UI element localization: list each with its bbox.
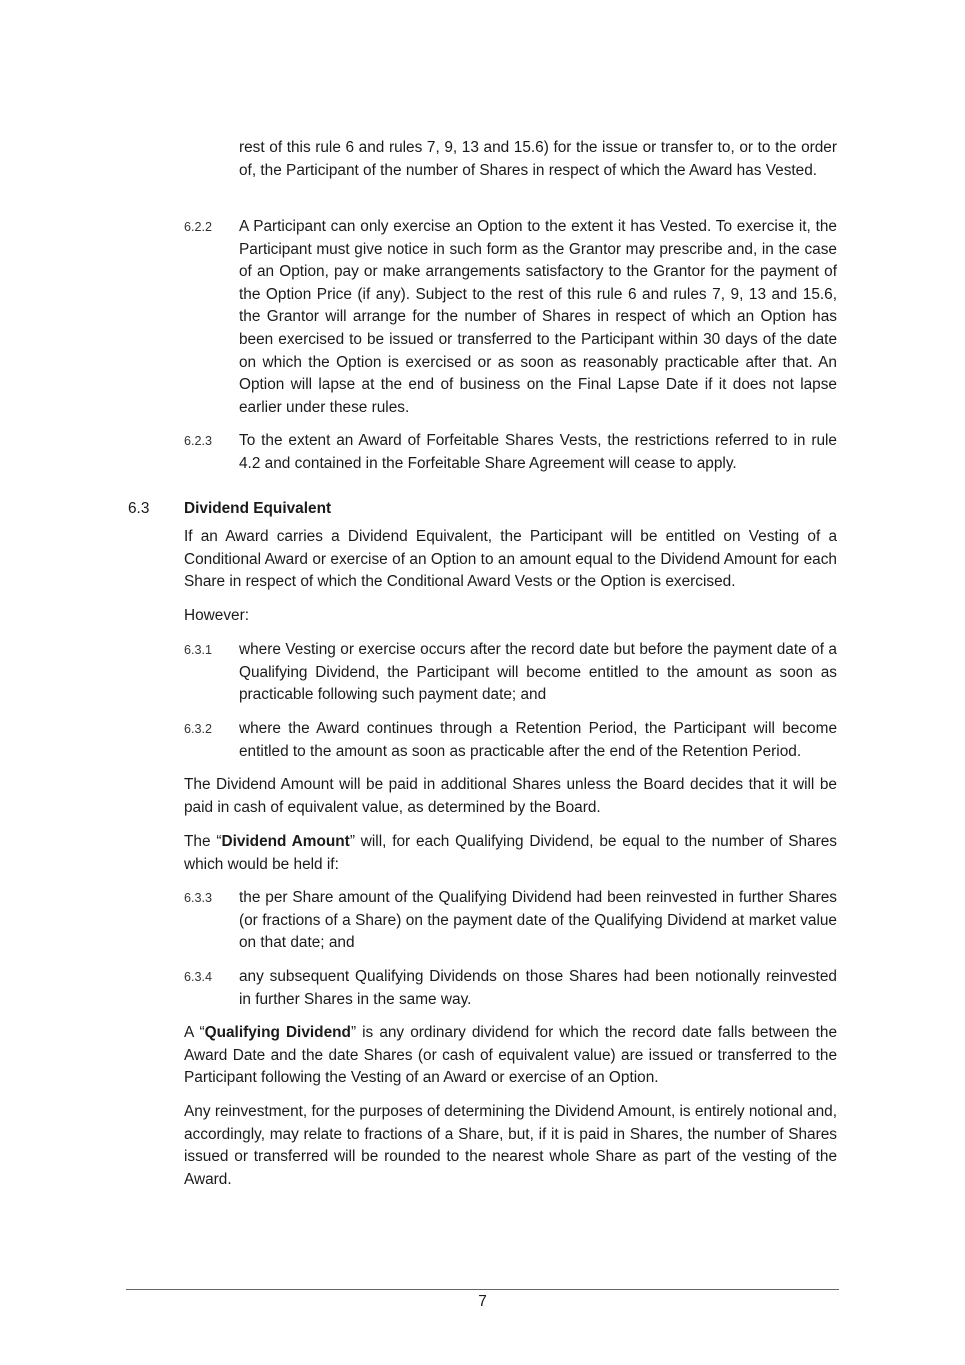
dividend-amount-term: Dividend Amount <box>221 833 350 850</box>
dividend-amount-prefix: The “ <box>184 833 222 850</box>
however-paragraph: However: <box>184 607 250 624</box>
continuation-paragraph: rest of this rule 6 and rules 7, 9, 13 and 15.6) for the issue or transfer to, or to the order of, the Participant of the number of Shares in respect of which the Award has Vested. <box>239 139 837 179</box>
paid-in-shares-paragraph: The Dividend Amount will be paid in additional Shares unless the Board decides that it will be paid in cash of equivalent value, as determined by the Board. <box>184 776 837 816</box>
section-number: 6.3 <box>128 500 150 517</box>
clause-number-6-3-1: 6.3.1 <box>184 643 213 657</box>
dividend-amount-suffix: ” will, for each Qualifying Dividend, be equal to the number of Shares which would be held if: <box>184 833 837 873</box>
qualifying-dividend-suffix: ” is any ordinary dividend for which the record date falls between the Award Date and the date Shares (or cash of equivalent value) are issued or transferred to the Participant following the Vesting of an Award or exercise of an Option. <box>184 1024 837 1087</box>
clause-number-6-2-3: 6.2.3 <box>184 434 213 448</box>
page-number: 7 <box>478 1293 487 1310</box>
clause-number-6-3-2: 6.3.2 <box>184 722 213 736</box>
qualifying-dividend-prefix: A “ <box>184 1024 205 1041</box>
section-title: Dividend Equivalent <box>184 500 332 517</box>
clause-6-3-3-text: the per Share amount of the Qualifying Dividend had been reinvested in further Shares (or fractions of a Share) on the payment date of the Qualifying Dividend at market value on that date; and <box>239 889 837 952</box>
dividend-amount-definition <box>184 831 837 876</box>
qualifying-dividend-term: Qualifying Dividend <box>204 1024 351 1041</box>
clause-6-3-2-text: where the Award continues through a Retention Period, the Participant will become entitled to the amount as soon as practicable after the end of the Retention Period. <box>239 720 837 760</box>
clause-number-6-3-3: 6.3.3 <box>184 891 213 905</box>
clause-6-2-3-text: To the extent an Award of Forfeitable Shares Vests, the restrictions referred to in rule 4.2 and contained in the Forfeitable Share Agreement will cease to apply. <box>239 432 837 472</box>
clause-6-3-4-text: any subsequent Qualifying Dividends on those Shares had been notionally reinvested in further Shares in the same way. <box>239 968 837 1008</box>
clause-number-6-3-4: 6.3.4 <box>184 970 213 984</box>
clause-6-2-2-text: A Participant can only exercise an Option to the extent it has Vested. To exercise it, the Participant must give notice in such form as the Grantor may prescribe and, in the case of an Option, pay or make arrangements satisfactory to the Grantor for the payment of the Option Price (if any). Subject to the rest of this rule 6 and rules 7, 9, 13 and 15.6, the Grantor will arrange for the number of Shares in respect of which an Option has been exercised to be issued or transferred to the Participant within 30 days of the date on which the Option is exercised or as soon as reasonably practicable after that. An Option will lapse at the end of business on the Final Lapse Date if it does not lapse earlier under these rules. <box>239 218 837 416</box>
reinvestment-paragraph: Any reinvestment, for the purposes of determining the Dividend Amount, is entirely notional and, accordingly, may relate to fractions of a Share, but, if it is paid in Shares, the number of Shares issued or transferred will be rounded to the nearest whole Share as part of the vesting of the Award. <box>184 1103 837 1188</box>
qualifying-dividend-definition <box>184 1022 837 1090</box>
clause-number-6-2-2: 6.2.2 <box>184 220 213 234</box>
dividend-intro-paragraph: If an Award carries a Dividend Equivalent, the Participant will be entitled on Vesting of a Conditional Award or exercise of an Option to an amount equal to the Dividend Amount for each Share in respect of which the Conditional Award Vests or the Option is exercised. <box>184 528 837 591</box>
footer-divider <box>126 1289 839 1290</box>
clause-6-3-1-text: where Vesting or exercise occurs after the record date but before the payment date of a Qualifying Dividend, the Participant will become entitled to the amount as soon as practicable following such payment date; and <box>239 641 837 704</box>
